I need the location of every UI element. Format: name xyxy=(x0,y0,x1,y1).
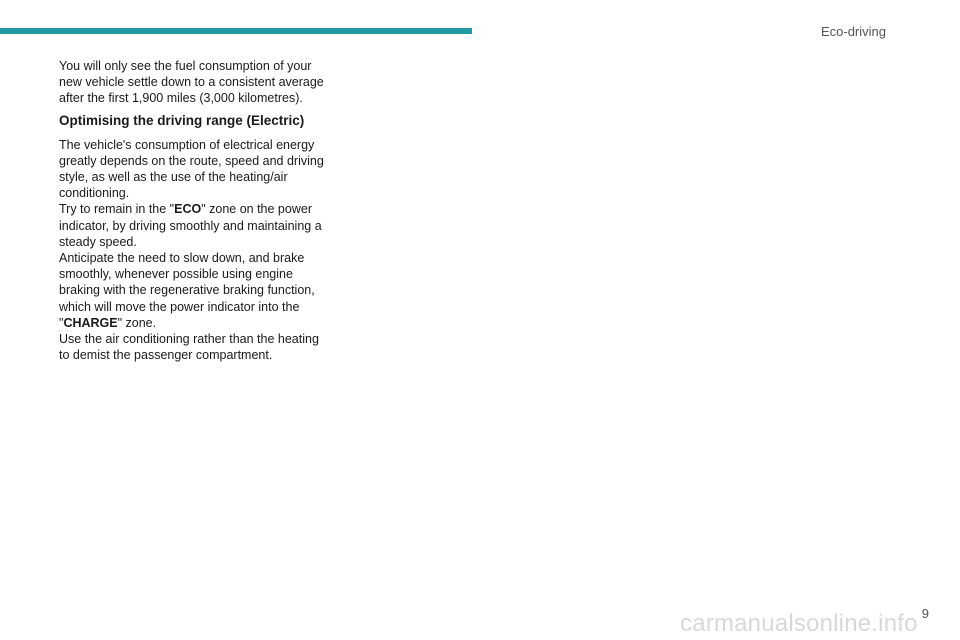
body-text: Try to remain in the " xyxy=(59,202,175,217)
eco-zone-label: ECO xyxy=(174,202,202,217)
watermark: carmanualsonline.info xyxy=(680,610,918,637)
body-line: conditioning. xyxy=(59,186,130,201)
charge-zone-label: CHARGE xyxy=(63,315,118,330)
body-paragraph xyxy=(59,137,329,364)
text-column xyxy=(59,58,329,363)
page-number: 9 xyxy=(921,606,929,621)
body-line: steady speed. xyxy=(59,234,137,249)
body-line: greatly depends on the route, speed and driving xyxy=(59,153,324,168)
body-text: " xyxy=(59,315,64,330)
intro-line: new vehicle settle down to a consistent average xyxy=(59,75,324,90)
body-line xyxy=(59,315,329,331)
body-text: " zone. xyxy=(117,315,157,330)
intro-line: You will only see the fuel consumption of your xyxy=(59,59,312,73)
body-line: braking with the regenerative braking function, xyxy=(59,283,315,298)
section-title: Eco-driving xyxy=(820,24,886,39)
body-line: The vehicle's consumption of electrical energy xyxy=(59,137,315,152)
body-line: smoothly, whenever possible using engine xyxy=(59,267,293,282)
body-line: which will move the power indicator into the xyxy=(59,299,300,314)
body-text: " zone on the power xyxy=(201,202,312,217)
body-line: Anticipate the need to slow down, and brake xyxy=(59,251,305,266)
body-line: to demist the passenger compartment. xyxy=(59,348,273,363)
body-line: style, as well as the use of the heating/air xyxy=(59,170,288,185)
section-heading: Optimising the driving range (Electric) xyxy=(59,112,305,128)
header-accent-bar xyxy=(0,28,472,34)
body-line: indicator, by driving smoothly and maintaining a xyxy=(59,218,322,233)
body-line: Use the air conditioning rather than the heating xyxy=(59,332,319,347)
intro-paragraph xyxy=(59,58,329,107)
intro-line: after the first 1,900 miles (3,000 kilometres). xyxy=(59,91,303,106)
body-line xyxy=(59,201,329,217)
